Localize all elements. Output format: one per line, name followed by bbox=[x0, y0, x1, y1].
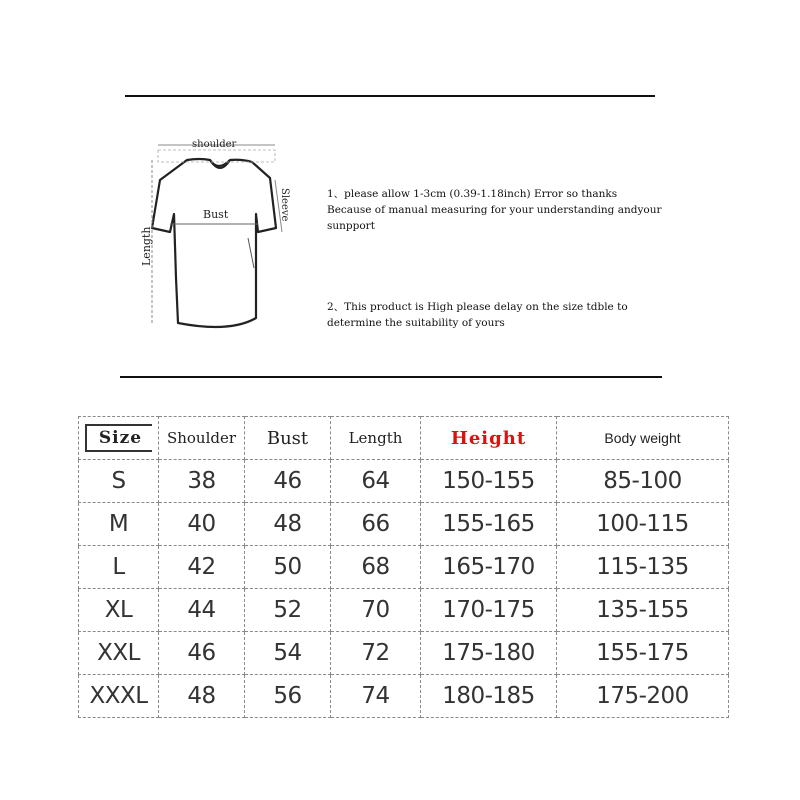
cell-body-weight: 155-175 bbox=[557, 632, 729, 675]
cell-size: S bbox=[79, 460, 159, 503]
sleeve-label: Sleeve bbox=[279, 188, 290, 222]
note-size-table bbox=[327, 299, 628, 331]
cell-shoulder: 44 bbox=[159, 589, 245, 632]
table-row bbox=[79, 675, 729, 718]
cell-length: 74 bbox=[331, 675, 421, 718]
note-error-allowance bbox=[327, 186, 662, 234]
header-shoulder: Shoulder bbox=[159, 417, 245, 460]
middle-divider bbox=[120, 376, 662, 378]
cell-body-weight: 175-200 bbox=[557, 675, 729, 718]
cell-length: 66 bbox=[331, 503, 421, 546]
table-row bbox=[79, 546, 729, 589]
cell-shoulder: 42 bbox=[159, 546, 245, 589]
cell-bust: 52 bbox=[245, 589, 331, 632]
cell-size: M bbox=[79, 503, 159, 546]
note1-line1: 1、please allow 1-3cm (0.39-1.18inch) Error so thanks bbox=[327, 188, 618, 200]
cell-height: 155-165 bbox=[421, 503, 557, 546]
cell-bust: 50 bbox=[245, 546, 331, 589]
header-size: Size bbox=[79, 417, 159, 460]
cell-size: XXXL bbox=[79, 675, 159, 718]
table-row bbox=[79, 632, 729, 675]
size-chart-table bbox=[78, 416, 729, 718]
table-row bbox=[79, 503, 729, 546]
note1-line2: Because of manual measuring for your understanding andyour bbox=[327, 204, 662, 216]
header-body-weight: Body weight bbox=[557, 417, 729, 460]
cell-bust: 56 bbox=[245, 675, 331, 718]
cell-height: 175-180 bbox=[421, 632, 557, 675]
cell-body-weight: 135-155 bbox=[557, 589, 729, 632]
cell-bust: 48 bbox=[245, 503, 331, 546]
table-row bbox=[79, 589, 729, 632]
cell-size: XXL bbox=[79, 632, 159, 675]
cell-shoulder: 46 bbox=[159, 632, 245, 675]
cell-shoulder: 38 bbox=[159, 460, 245, 503]
cell-height: 150-155 bbox=[421, 460, 557, 503]
cell-size: XL bbox=[79, 589, 159, 632]
table-header-row bbox=[79, 417, 729, 460]
length-label: Length bbox=[140, 226, 153, 266]
cell-height: 170-175 bbox=[421, 589, 557, 632]
cell-bust: 46 bbox=[245, 460, 331, 503]
note2-line2: determine the suitability of yours bbox=[327, 317, 505, 329]
note2-line1: 2、This product is High please delay on the size tdble to bbox=[327, 301, 628, 313]
cell-length: 64 bbox=[331, 460, 421, 503]
header-height: Height bbox=[421, 417, 557, 460]
cell-size: L bbox=[79, 546, 159, 589]
shoulder-label: shoulder bbox=[192, 139, 237, 150]
cell-body-weight: 100-115 bbox=[557, 503, 729, 546]
header-bust: Bust bbox=[245, 417, 331, 460]
cell-height: 165-170 bbox=[421, 546, 557, 589]
cell-length: 68 bbox=[331, 546, 421, 589]
tshirt-measurement-diagram bbox=[130, 128, 300, 343]
cell-length: 72 bbox=[331, 632, 421, 675]
note1-line3: sunpport bbox=[327, 220, 375, 232]
cell-shoulder: 48 bbox=[159, 675, 245, 718]
cell-length: 70 bbox=[331, 589, 421, 632]
cell-bust: 54 bbox=[245, 632, 331, 675]
cell-shoulder: 40 bbox=[159, 503, 245, 546]
cell-body-weight: 115-135 bbox=[557, 546, 729, 589]
cell-height: 180-185 bbox=[421, 675, 557, 718]
header-length: Length bbox=[331, 417, 421, 460]
cell-body-weight: 85-100 bbox=[557, 460, 729, 503]
bust-label: Bust bbox=[203, 208, 229, 221]
top-divider bbox=[125, 95, 655, 97]
table-row bbox=[79, 460, 729, 503]
tshirt-outline bbox=[152, 159, 276, 327]
